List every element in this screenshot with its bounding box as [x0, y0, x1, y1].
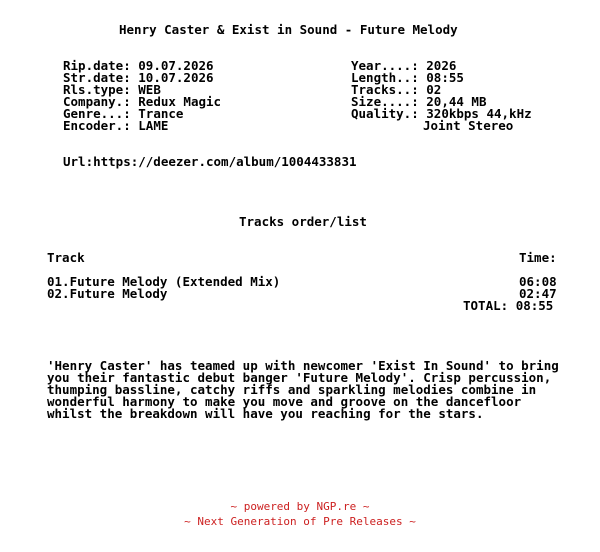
- description-line: you their fantastic debut banger 'Future Melody'. Crisp percussion,: [47, 370, 552, 385]
- info-value: WEB: [138, 82, 161, 97]
- info-key: Rip.date:: [63, 58, 131, 73]
- info-key: Size....:: [351, 94, 419, 109]
- info-value: 09.07.2026: [138, 58, 214, 73]
- total-value: 08:55: [515, 298, 554, 313]
- description-line: thumping bassline, catchy riffs and sparkling melodies combine in: [47, 382, 537, 397]
- info-value: 20,44 MB: [426, 94, 487, 109]
- description-line: whilst the breakdown will have you reaching for the stars.: [47, 406, 484, 421]
- info-key: Quality.:: [351, 106, 419, 121]
- total-time: [463, 300, 553, 312]
- info-stereo: Joint Stereo: [423, 118, 514, 133]
- time-column-header: Time:: [519, 250, 557, 265]
- track-column-header: Track: [47, 250, 85, 265]
- track-name: 01.Future Melody (Extended Mix): [47, 274, 281, 289]
- info-value: 10.07.2026: [138, 70, 214, 85]
- footer-tagline: ~ Next Generation of Pre Releases ~: [184, 515, 416, 528]
- album-url: Url:https://deezer.com/album/1004433831: [63, 154, 357, 169]
- info-value: Redux Magic: [138, 94, 222, 109]
- release-title: Henry Caster & Exist in Sound - Future Melody: [119, 22, 458, 37]
- info-key: Str.date:: [63, 70, 131, 85]
- info-value: LAME: [138, 118, 169, 133]
- info-key: Company.:: [63, 94, 131, 109]
- info-key: Encoder.:: [63, 118, 131, 133]
- footer-powered-by: ~ powered by NGP.re ~: [230, 500, 370, 513]
- info-key: Genre...:: [63, 106, 131, 121]
- info-value: 08:55: [426, 70, 464, 85]
- info-value: Trance: [138, 106, 184, 121]
- description-line: wonderful harmony to make you move and groove on the dancefloor: [47, 394, 522, 409]
- info-key: Year....:: [351, 58, 419, 73]
- info-key: Rls.type:: [63, 82, 131, 97]
- info-encoder: [63, 120, 168, 132]
- info-key: Tracks..:: [351, 82, 419, 97]
- track-name: 02.Future Melody: [47, 286, 168, 301]
- tracklist-heading: Tracks order/list: [239, 214, 367, 229]
- info-value: 02: [426, 82, 442, 97]
- info-key: Length..:: [351, 70, 419, 85]
- track-time: 02:47: [519, 286, 557, 301]
- total-label: TOTAL:: [463, 298, 509, 313]
- info-value: 2026: [426, 58, 457, 73]
- track-time: 06:08: [519, 274, 557, 289]
- description-line: 'Henry Caster' has teamed up with newcomer 'Exist In Sound' to bring: [47, 358, 559, 373]
- info-value: 320kbps 44,kHz: [426, 106, 532, 121]
